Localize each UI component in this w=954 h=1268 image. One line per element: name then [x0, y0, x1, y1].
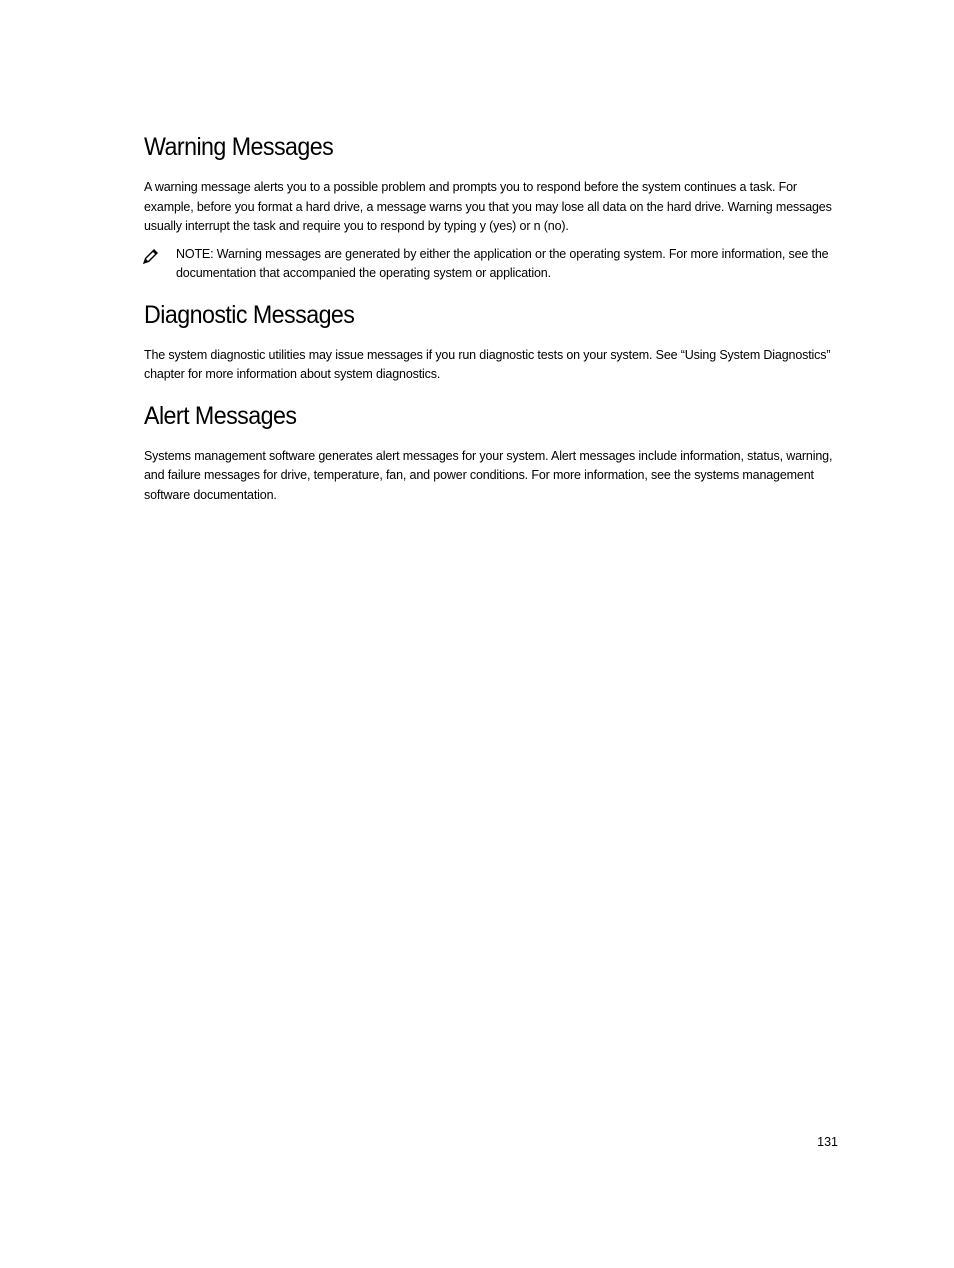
pencil-note-icon: [140, 245, 162, 267]
note-paragraph: [176, 245, 840, 284]
note-box: [144, 245, 840, 284]
section-body-diagnostic-messages: The system diagnostic utilities may issue messages if you run diagnostic tests on your system. See “Using System Diagnostics” chapter for more information about system diagnostics.: [144, 347, 831, 381]
page-content: [144, 128, 840, 505]
section-title-alert-messages: Alert Messages: [144, 401, 297, 430]
note-text: Warning messages are generated by either the application or the operating system. For more information, see the documentation that accompanied the operating system or application.: [176, 246, 829, 280]
note-label: NOTE:: [176, 246, 214, 261]
section-title-warning-messages: Warning Messages: [144, 133, 334, 161]
section-body-warning-messages: A warning message alerts you to a possible problem and prompts you to respond before the system continues a task. For example, before you format a hard drive, a message warns you that you may lose all data on the hard drive. Warning messages usually interrupt the task and require you to respond by typing y (yes) or n (no).: [144, 180, 832, 233]
page-number: 131: [817, 1135, 838, 1149]
section-body-alert-messages: Systems management software generates alert messages for your system. Alert messages include information, status, warning, and failure messages for drive, temperature, fan, and power conditions. For more information, see the systems management software documentation.: [144, 448, 833, 502]
section-title-diagnostic-messages: Diagnostic Messages: [144, 300, 355, 329]
